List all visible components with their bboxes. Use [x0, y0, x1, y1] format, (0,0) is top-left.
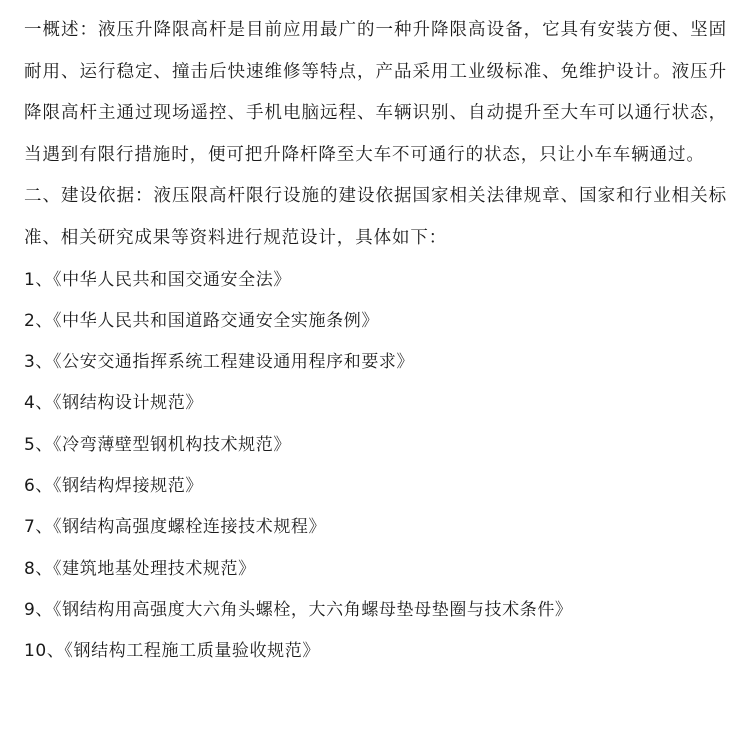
reference-item: 2、《中华人民共和国道路交通安全实施条例》 — [24, 310, 379, 331]
reference-list — [24, 260, 727, 673]
document-body — [0, 10, 749, 736]
reference-item: 3、《公安交通指挥系统工程建设通用程序和要求》 — [24, 352, 415, 373]
reference-item: 9、《钢结构用高强度大六角头螺栓，大六角螺母垫母垫圈与技术条件》 — [24, 599, 573, 620]
reference-item: 10、《钢结构工程施工质量验收规范》 — [24, 641, 320, 662]
reference-item: 5、《冷弯薄壁型钢机构技术规范》 — [24, 434, 291, 455]
reference-item: 7、《钢结构高强度螺栓连接技术规程》 — [24, 517, 327, 538]
overview-paragraph: 一概述：液压升降限高杆是目前应用最广的一种升降限高设备，它具有安装方便、坚固耐用、运行稳定、撞击后快速维修等特点，产品采用工业级标准、免维护设计。液压升降限高杆主通过现场遥控、手机电脑远程、车辆识别、自动提升至大车可以通行状态，当遇到有限行措施时，便可把升降杆降至大车不可通行的状态，只让小车车辆通过。 — [24, 20, 727, 165]
reference-item: 8、《建筑地基处理技术规范》 — [24, 558, 256, 579]
reference-item: 6、《钢结构焊接规范》 — [24, 476, 203, 497]
reference-item: 1、《中华人民共和国交通安全法》 — [24, 269, 291, 290]
reference-item: 4、《钢结构设计规范》 — [24, 393, 203, 414]
basis-paragraph: 二、建设依据：液压限高杆限行设施的建设依据国家相关法律规章、国家和行业相关标准、相关研究成果等资料进行规范设计，具体如下： — [24, 186, 727, 248]
